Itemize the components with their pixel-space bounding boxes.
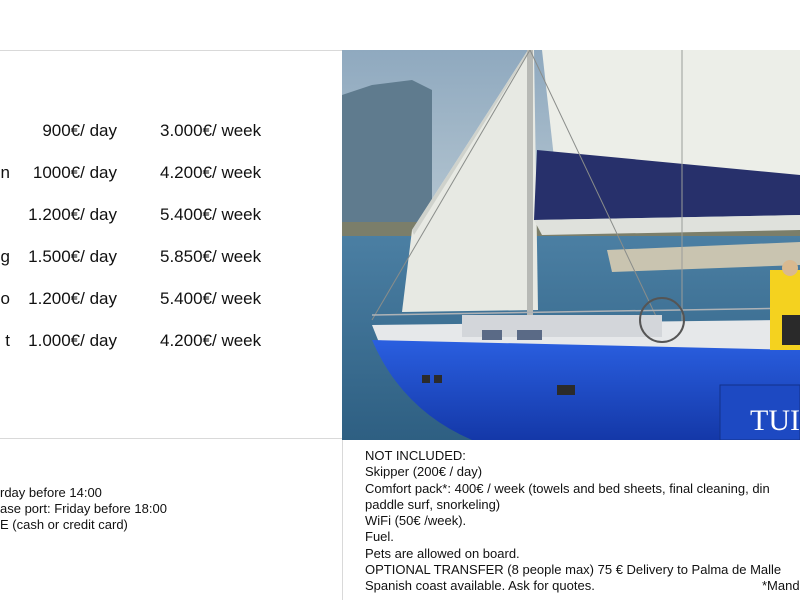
- middle-divider: [0, 438, 342, 439]
- weekly-price: 5.400€/ week: [160, 205, 262, 224]
- daily-price: 1.500€/ day: [28, 247, 117, 266]
- comfort-pack-line: Comfort pack*: 400€ / week (towels and bed sheets, final cleaning, din: [365, 480, 770, 496]
- daily-price: 1000€/ day: [32, 163, 117, 182]
- daily-price: 1.200€/ day: [28, 289, 117, 308]
- row-label-fragment: g: [0, 247, 10, 266]
- checkin-line: rday before 14:00: [0, 485, 102, 500]
- price-row: [0, 205, 340, 235]
- transfer-line: OPTIONAL TRANSFER (8 people max) 75 € Delivery to Palma de Malle: [365, 562, 782, 578]
- mandatory-footnote: *Mand: [762, 578, 800, 594]
- quotes-text: Spanish coast available. Ask for quotes.: [365, 578, 595, 594]
- checkin-info: [0, 485, 340, 533]
- skipper-line: Skipper (200€ / day): [365, 464, 483, 480]
- weekly-price: 5.400€/ week: [160, 289, 262, 308]
- not-included-section: [365, 448, 800, 595]
- sailboat-photo: [342, 50, 800, 440]
- not-included-heading: NOT INCLUDED:: [365, 448, 466, 463]
- top-divider: [0, 50, 342, 51]
- deposit-line: E (cash or credit card): [0, 517, 128, 532]
- wifi-line: WiFi (50€ /week).: [365, 513, 467, 529]
- checkout-line: ase port: Friday before 18:00: [0, 501, 167, 516]
- price-row: [0, 247, 340, 277]
- weekly-price: 5.850€/ week: [160, 247, 262, 266]
- comfort-pack-continued-line: paddle surf, snorkeling): [365, 496, 501, 512]
- column-divider: [342, 440, 343, 600]
- price-row: [0, 289, 340, 319]
- quotes-line: [365, 578, 800, 594]
- daily-price: 900€/ day: [42, 121, 117, 140]
- hull-name: TUI: [750, 404, 800, 437]
- pets-line: Pets are allowed on board.: [365, 545, 520, 561]
- mast: [527, 50, 533, 320]
- price-row: [0, 163, 340, 193]
- daily-price: 1.200€/ day: [28, 205, 117, 224]
- sailboat-illustration: [342, 50, 800, 440]
- weekly-price: 4.200€/ week: [160, 331, 262, 350]
- row-label-fragment: t: [5, 331, 10, 350]
- price-row: [0, 121, 340, 151]
- weekly-price: 4.200€/ week: [160, 163, 262, 182]
- row-label-fragment: o: [0, 289, 10, 308]
- fuel-line: Fuel.: [365, 529, 394, 545]
- price-row: [0, 331, 340, 361]
- weekly-price: 3.000€/ week: [160, 121, 262, 140]
- daily-price: 1.000€/ day: [28, 331, 117, 350]
- row-label-fragment: n: [0, 163, 10, 182]
- distant-hills: [342, 80, 432, 225]
